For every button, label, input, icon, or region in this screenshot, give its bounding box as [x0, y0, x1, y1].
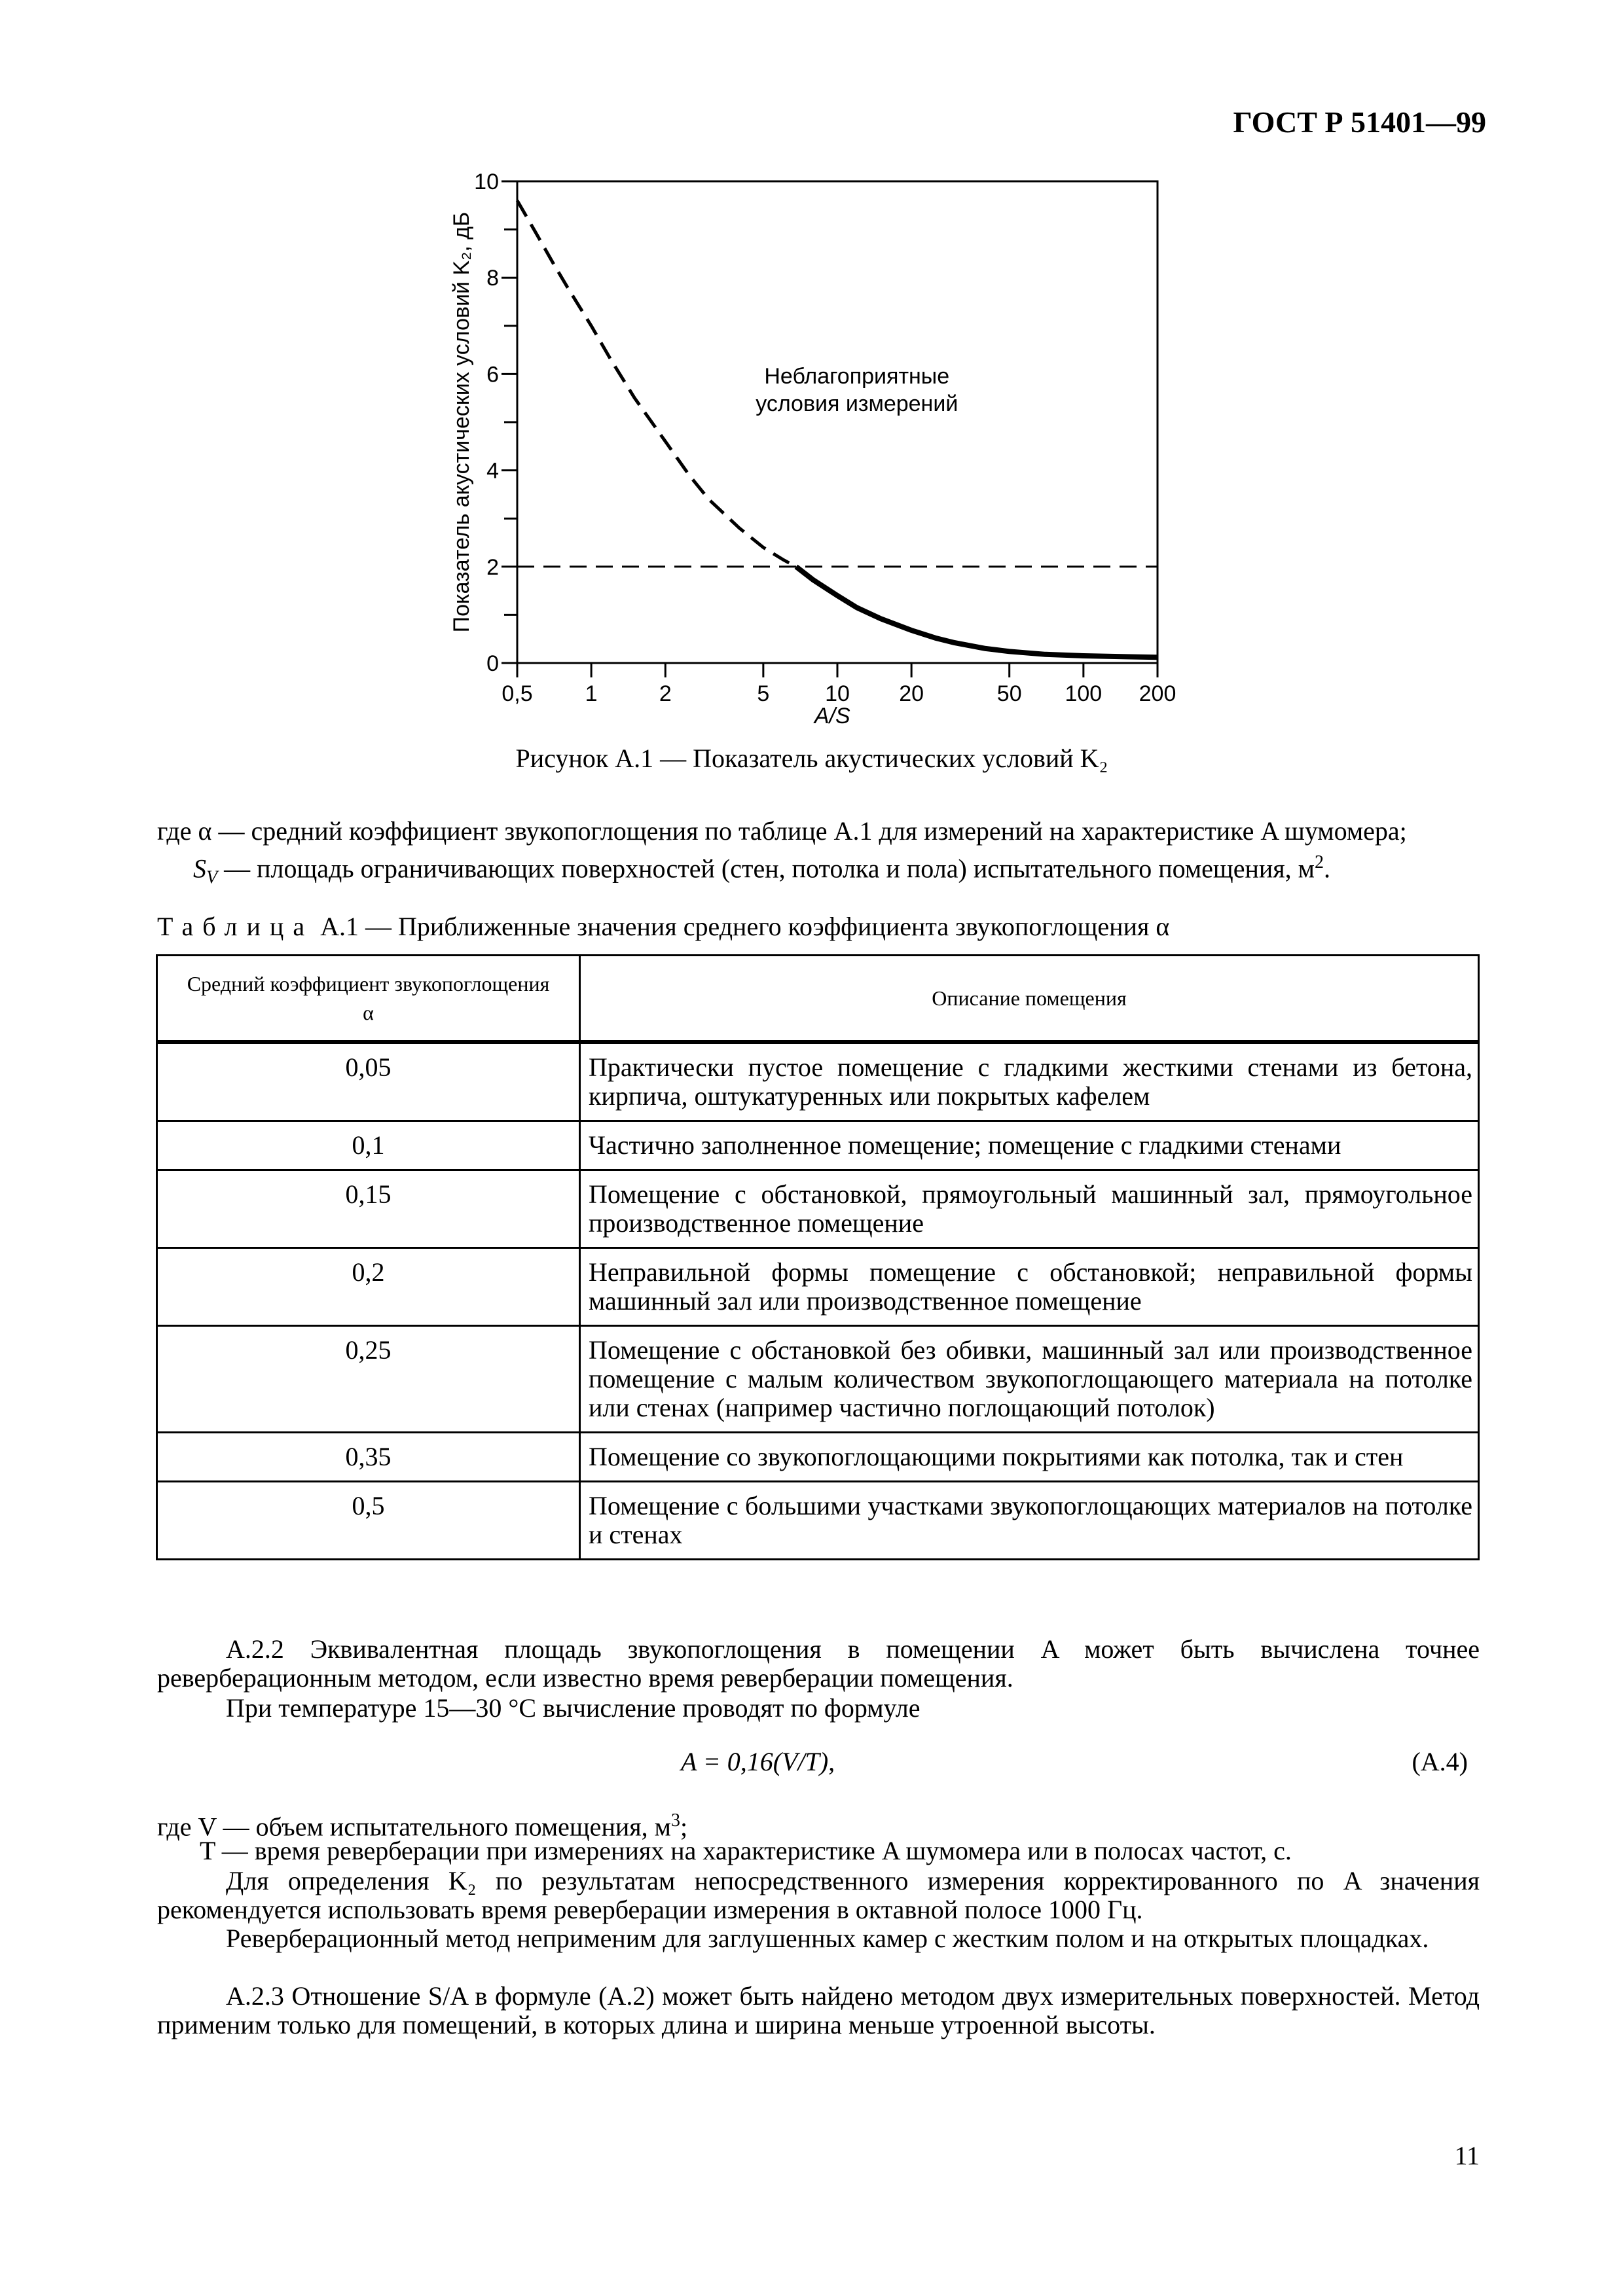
- k2-curve-dashed: [517, 200, 796, 566]
- room-description: Практически пустое помещение с гладкими жесткими стенами из бетона, кирпича, оштукатуренных или покрытых кафелем: [580, 1042, 1479, 1121]
- table-title-text: А.1 — Приближенные значения среднего коэффициента звукопоглощения α: [314, 912, 1170, 941]
- alpha-value: 0,2: [157, 1248, 580, 1326]
- sv-symbol: S: [193, 853, 206, 884]
- x-axis-label: A/S: [814, 704, 850, 728]
- y-tick-label: 0: [486, 651, 499, 676]
- k2-curve-solid: [796, 567, 1158, 657]
- table-row: [157, 1482, 1479, 1560]
- alpha-value: 0,25: [157, 1326, 580, 1433]
- where-alpha-line: где α — средний коэффициент звукопоглощения по таблице А.1 для измерений на характеристике A шумомера;: [157, 816, 1407, 846]
- document-header: ГОСТ Р 51401—99: [1233, 105, 1486, 139]
- y-axis-label: Показатель акустических условий K₂, дБ: [449, 211, 474, 633]
- page-number: 11: [1454, 2141, 1480, 2170]
- room-description: Помещение со звукопоглощающими покрытиями как потолка, так и стен: [580, 1433, 1479, 1482]
- formula-expression: A = 0,16(V/T),: [681, 1747, 835, 1776]
- where-t-line: T — время реверберации при измерениях на характеристике A шумомера или в полосах частот, с.: [200, 1836, 1292, 1865]
- room-description: Неправильной формы помещение с обстановкой; неправильной формы машинный зал или производственное помещение: [580, 1248, 1479, 1326]
- alpha-value: 0,05: [157, 1042, 580, 1121]
- x-tick-label: 100: [1065, 681, 1103, 706]
- header-description: Описание помещения: [580, 956, 1479, 1043]
- x-tick-label: 1: [585, 681, 598, 706]
- table-header-row: [157, 956, 1479, 1043]
- x-tick-label: 2: [659, 681, 672, 706]
- paragraph-a23: А.2.3 Отношение S/A в формуле (А.2) может быть найдено методом двух измерительных поверхностей. Метод применим только для помещений, в которых длина и ширина меньше утроенной высоты.: [157, 1981, 1480, 2039]
- x-tick-label: 5: [757, 681, 770, 706]
- alpha-value: 0,35: [157, 1433, 580, 1482]
- x-tick-label: 50: [996, 681, 1022, 706]
- paragraph-a22: А.2.2 Эквивалентная площадь звукопоглощения в помещении A может быть вычислена точнее реверберационным методом, если известно время реверберации помещения.: [157, 1634, 1480, 1693]
- table-title-label: Таблица: [157, 912, 314, 941]
- paragraph-reverberation: Реверберационный метод неприменим для заглушенных камер с жестким полом и на открытых площадках.: [226, 1924, 1429, 1953]
- y-tick-label: 4: [486, 458, 499, 484]
- y-tick-label: 6: [486, 362, 499, 387]
- y-tick-label: 8: [486, 266, 499, 291]
- alpha-value: 0,15: [157, 1170, 580, 1248]
- table-row: [157, 1121, 1479, 1170]
- room-description: Помещение с обстановкой, прямоугольный машинный зал, прямоугольное производственное помещение: [580, 1170, 1479, 1248]
- room-description: Помещение с большими участками звукопоглощающих материалов на потолке и стенах: [580, 1482, 1479, 1560]
- table-row: [157, 1248, 1479, 1326]
- plot-frame: [517, 181, 1158, 663]
- room-description: Помещение с обстановкой без обивки, машинный зал или производственное помещение с малым количеством звукопоглощающего материала на потолке или стенах (например частично поглощающий потолок): [580, 1326, 1479, 1433]
- table-row: [157, 1326, 1479, 1433]
- alpha-value: 0,5: [157, 1482, 580, 1560]
- sv-text: — площадь ограничивающих поверхностей (стен, потолка и пола) испытательного помещения, м: [217, 853, 1315, 884]
- region-label-line1: Неблагоприятные: [764, 364, 950, 389]
- y-tick-label: 10: [474, 170, 499, 194]
- x-tick-label: 10: [825, 681, 850, 706]
- x-tick-label: 20: [899, 681, 924, 706]
- paragraph-k2-determination: Для определения K₂ по результатам непосредственного измерения корректированного по A значения рекомендуется использовать время реверберации измерения в октавной полосе 1000 Гц.: [157, 1866, 1480, 1924]
- table-title: [157, 911, 1480, 942]
- table-row: [157, 1042, 1479, 1121]
- alpha-table: [156, 954, 1480, 1560]
- table-row: [157, 1433, 1479, 1482]
- x-tick-label: 200: [1139, 681, 1176, 706]
- room-description: Частично заполненное помещение; помещение с гладкими стенами: [580, 1121, 1479, 1170]
- formula-number: (А.4): [1412, 1747, 1468, 1776]
- where-v-end: ;: [680, 1812, 688, 1842]
- sv-definition: [193, 848, 1516, 892]
- y-tick-label: 2: [486, 554, 499, 580]
- where-v-superscript: 3: [670, 1810, 680, 1831]
- figure-caption: Рисунок А.1 — Показатель акустических условий K₂: [515, 744, 1108, 773]
- header-alpha: Средний коэффициент звукопоглощения α: [157, 956, 580, 1043]
- x-tick-label: 0,5: [501, 681, 533, 706]
- sv-superscript: 2: [1315, 852, 1324, 872]
- table-row: [157, 1170, 1479, 1248]
- sv-end: .: [1324, 853, 1330, 884]
- k2-chart: [432, 160, 1192, 730]
- where-v-text: где V — объем испытательного помещения, м: [157, 1812, 671, 1842]
- alpha-value: 0,1: [157, 1121, 580, 1170]
- region-label-line2: условия измерений: [756, 391, 958, 417]
- sv-subscript: V: [206, 867, 218, 888]
- formula-a4: [157, 1746, 1480, 1779]
- paragraph-temperature: При температуре 15—30 °С вычисление проводят по формуле: [226, 1693, 921, 1723]
